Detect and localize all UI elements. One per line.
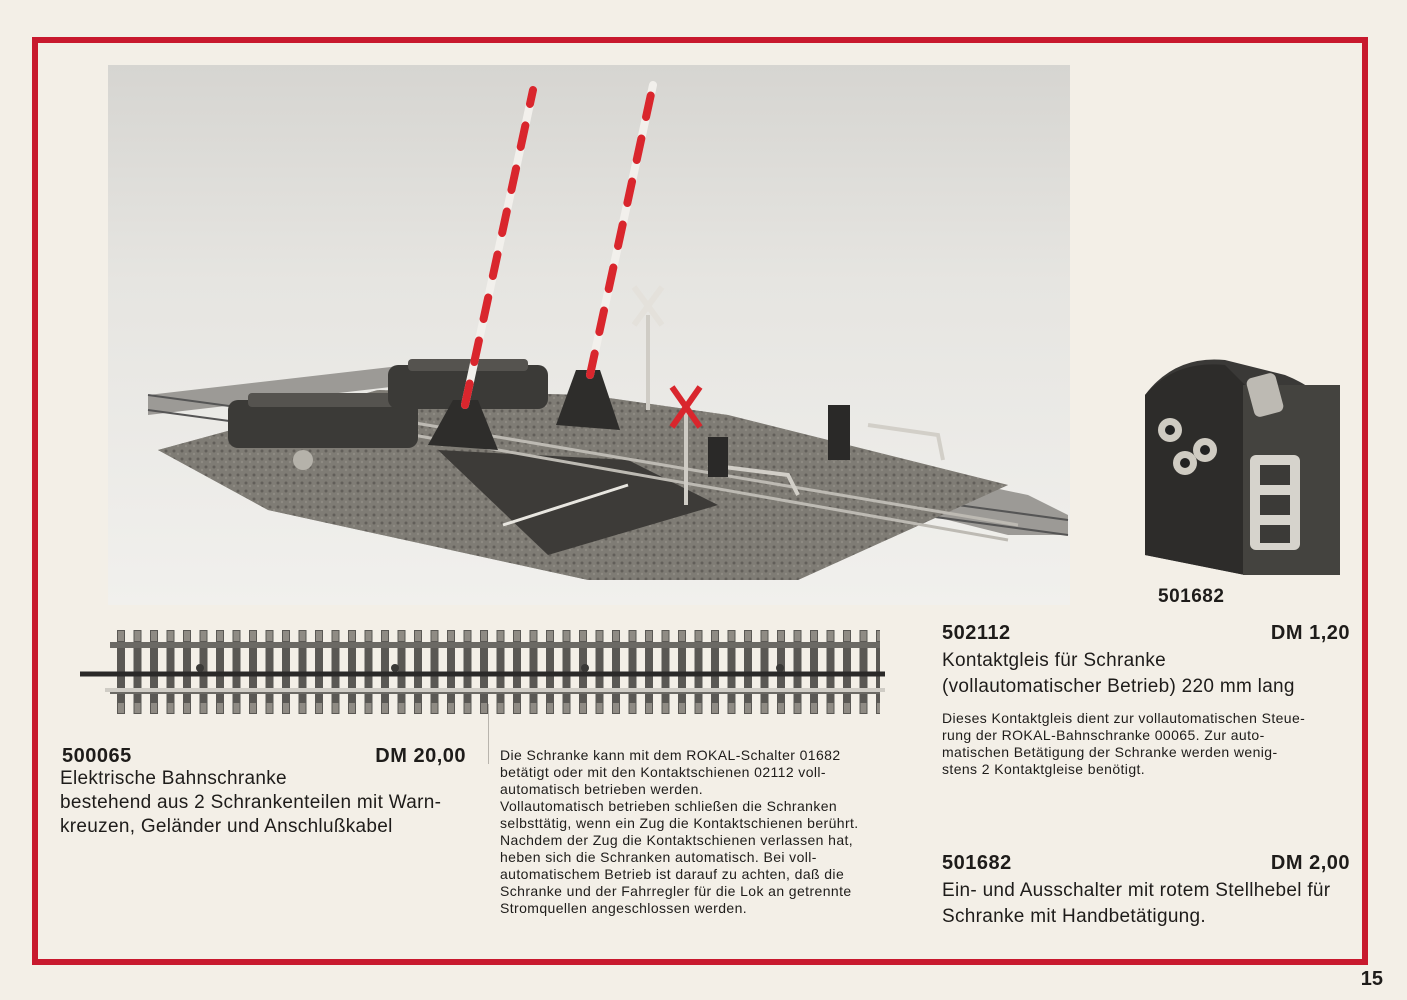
description-line: Vollautomatisch betrieben schließen die Schranken bbox=[500, 798, 838, 814]
description-line: heben sich die Schranken automatisch. Bei voll- bbox=[500, 849, 817, 865]
device-caption: 501682 bbox=[1158, 586, 1225, 607]
description-line: automatischem Betrieb ist darauf zu achten, daß die bbox=[500, 866, 845, 882]
description-line: betätigt oder mit den Kontaktschienen 02112 voll- bbox=[500, 764, 826, 780]
title-line: bestehend aus 2 Schrankenteilen mit Warn- bbox=[60, 792, 442, 813]
product-title-502112 bbox=[942, 648, 1362, 700]
product-price-502112: DM 1,20 bbox=[1270, 622, 1350, 644]
product-title-501682 bbox=[942, 878, 1362, 930]
description-line: selbsttätig, wenn ein Zug die Kontaktschienen berührt. bbox=[500, 815, 859, 831]
note-line: Dieses Kontaktgleis dient zur vollautomatischen Steue- bbox=[942, 710, 1306, 726]
product-title-500065 bbox=[60, 767, 480, 839]
description-text bbox=[500, 747, 910, 917]
description-line: Schranke und der Fahrregler für die Lok an getrennte bbox=[500, 883, 852, 899]
note-line: rung der ROKAL-Bahnschranke 00065. Zur auto- bbox=[942, 727, 1265, 743]
product-number-502112: 502112 bbox=[942, 622, 1011, 644]
divider-line bbox=[488, 704, 489, 764]
title-line: (vollautomatischer Betrieb) 220 mm lang bbox=[942, 676, 1295, 697]
contact-track-photo bbox=[80, 628, 885, 716]
product-price-501682: DM 2,00 bbox=[1270, 852, 1350, 874]
contact-track-note bbox=[942, 710, 1350, 778]
title-line: Kontaktgleis für Schranke bbox=[942, 650, 1167, 671]
title-line: kreuzen, Geländer und Anschlußkabel bbox=[60, 816, 393, 837]
note-line: stens 2 Kontaktgleise benötigt. bbox=[942, 761, 1146, 777]
title-line: Ein- und Ausschalter mit rotem Stellhebel für bbox=[942, 880, 1331, 901]
level-crossing-photo bbox=[108, 65, 1070, 605]
page-number: 15 bbox=[1360, 968, 1383, 990]
description-line: Stromquellen angeschlossen werden. bbox=[500, 900, 748, 916]
title-line: Elektrische Bahnschranke bbox=[60, 768, 287, 789]
product-number-500065: 500065 bbox=[62, 745, 132, 767]
title-line: Schranke mit Handbetätigung. bbox=[942, 906, 1206, 927]
description-line: Nachdem der Zug die Kontaktschienen verlassen hat, bbox=[500, 832, 854, 848]
note-line: matischen Betätigung der Schranke werden wenig- bbox=[942, 744, 1278, 760]
description-line: Die Schranke kann mit dem ROKAL-Schalter 01682 bbox=[500, 747, 841, 763]
description-line: automatisch betrieben werden. bbox=[500, 781, 704, 797]
product-number-501682: 501682 bbox=[942, 852, 1012, 874]
product-price-500065: DM 20,00 bbox=[375, 745, 466, 767]
switch-device-photo bbox=[1135, 355, 1355, 585]
